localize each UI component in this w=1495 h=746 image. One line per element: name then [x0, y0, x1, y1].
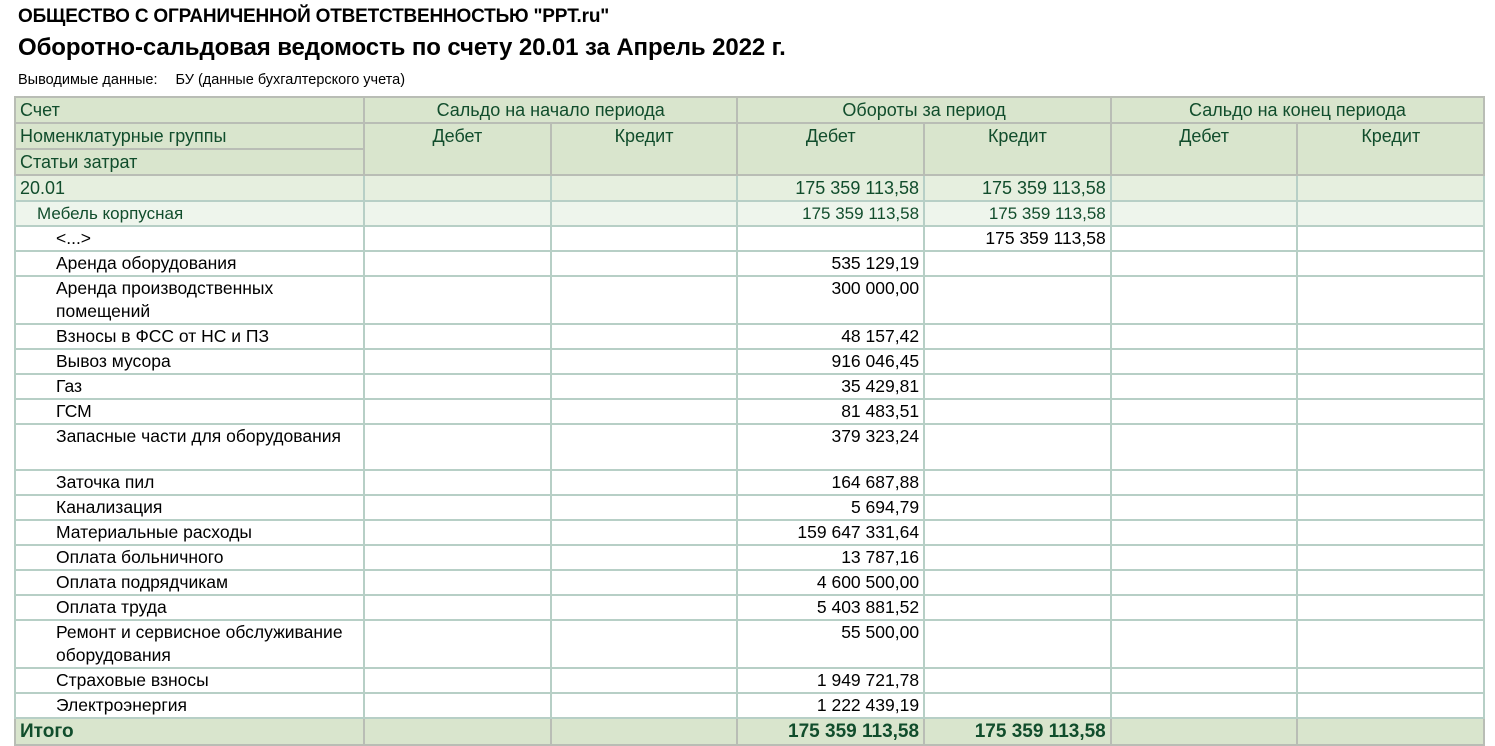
open-debit [364, 251, 551, 276]
open-debit [364, 201, 551, 226]
open-credit [551, 495, 738, 520]
open-debit [364, 349, 551, 374]
table-row[interactable] [15, 495, 1484, 520]
close-debit [1111, 424, 1298, 470]
total-open-debit [364, 718, 551, 745]
open-debit [364, 545, 551, 570]
group-row[interactable] [15, 201, 1484, 226]
cost-item-name: Ремонт и сервисное обслуживание оборудования [15, 620, 364, 668]
open-credit [551, 693, 738, 718]
close-debit [1111, 349, 1298, 374]
turn-debit [737, 226, 924, 251]
turn-debit: 35 429,81 [737, 374, 924, 399]
table-row[interactable] [15, 520, 1484, 545]
cost-item-name: Газ [15, 374, 364, 399]
turn-debit: 5 694,79 [737, 495, 924, 520]
header-row-2 [15, 123, 1484, 149]
table-row[interactable] [15, 374, 1484, 399]
account-row[interactable] [15, 175, 1484, 201]
open-credit [551, 399, 738, 424]
close-credit [1297, 399, 1484, 424]
header-turn-debit: Дебет [737, 123, 924, 175]
turn-credit [924, 424, 1111, 470]
open-debit [364, 693, 551, 718]
table-row[interactable] [15, 276, 1484, 324]
close-debit [1111, 668, 1298, 693]
open-credit [551, 470, 738, 495]
turn-debit: 300 000,00 [737, 276, 924, 324]
table-row[interactable] [15, 399, 1484, 424]
turn-credit [924, 324, 1111, 349]
open-debit [364, 324, 551, 349]
cost-item-name: Канализация [15, 495, 364, 520]
table-row[interactable] [15, 226, 1484, 251]
turn-credit [924, 570, 1111, 595]
turn-credit [924, 349, 1111, 374]
turn-debit: 175 359 113,58 [737, 201, 924, 226]
group-name: Мебель корпусная [15, 201, 364, 226]
turn-credit [924, 668, 1111, 693]
cost-item-name: Оплата подрядчикам [15, 570, 364, 595]
close-debit [1111, 175, 1298, 201]
organization-name: ОБЩЕСТВО С ОГРАНИЧЕННОЙ ОТВЕТСТВЕННОСТЬЮ "PPT.ru" [18, 6, 610, 27]
close-debit [1111, 374, 1298, 399]
header-close-credit: Кредит [1297, 123, 1484, 175]
header-closing-balance: Сальдо на конец периода [1111, 97, 1484, 123]
turn-credit [924, 251, 1111, 276]
close-debit [1111, 620, 1298, 668]
header-cost-items: Статьи затрат [15, 149, 364, 175]
close-debit [1111, 520, 1298, 545]
open-debit [364, 620, 551, 668]
header-row-1 [15, 97, 1484, 123]
close-credit [1297, 495, 1484, 520]
open-credit [551, 668, 738, 693]
turn-debit: 5 403 881,52 [737, 595, 924, 620]
params-value: БУ (данные бухгалтерского учета) [175, 72, 406, 88]
cost-item-name: Запасные части для оборудования [15, 424, 364, 470]
cost-item-name: Заточка пил [15, 470, 364, 495]
turn-debit: 379 323,24 [737, 424, 924, 470]
open-credit [551, 226, 738, 251]
close-debit [1111, 226, 1298, 251]
close-debit [1111, 545, 1298, 570]
close-credit [1297, 424, 1484, 470]
turn-credit [924, 495, 1111, 520]
close-credit [1297, 595, 1484, 620]
cost-item-name: Электроэнергия [15, 693, 364, 718]
close-credit [1297, 201, 1484, 226]
open-debit [364, 175, 551, 201]
table-row[interactable] [15, 324, 1484, 349]
total-open-credit [551, 718, 738, 745]
total-turn-credit: 175 359 113,58 [924, 718, 1111, 745]
cost-item-name: Взносы в ФСС от НС и ПЗ [15, 324, 364, 349]
cost-item-name: Аренда производственных помещений [15, 276, 364, 324]
close-debit [1111, 399, 1298, 424]
turn-debit: 81 483,51 [737, 399, 924, 424]
close-credit [1297, 349, 1484, 374]
turn-debit: 164 687,88 [737, 470, 924, 495]
header-turn-credit: Кредит [924, 123, 1111, 175]
open-credit [551, 201, 738, 226]
close-debit [1111, 495, 1298, 520]
total-close-debit [1111, 718, 1298, 745]
close-credit [1297, 374, 1484, 399]
table-row[interactable] [15, 470, 1484, 495]
open-debit [364, 276, 551, 324]
table-row[interactable] [15, 620, 1484, 668]
open-debit [364, 399, 551, 424]
turn-credit [924, 276, 1111, 324]
turn-credit [924, 520, 1111, 545]
open-credit [551, 620, 738, 668]
table-row[interactable] [15, 595, 1484, 620]
open-debit [364, 424, 551, 470]
turn-credit: 175 359 113,58 [924, 226, 1111, 251]
cost-item-name: Оплата труда [15, 595, 364, 620]
cost-item-name: Материальные расходы [15, 520, 364, 545]
open-credit [551, 324, 738, 349]
close-credit [1297, 175, 1484, 201]
cost-item-name: <...> [15, 226, 364, 251]
turn-debit: 55 500,00 [737, 620, 924, 668]
close-debit [1111, 470, 1298, 495]
cost-item-name: Оплата больничного [15, 545, 364, 570]
close-debit [1111, 595, 1298, 620]
close-debit [1111, 276, 1298, 324]
turn-credit [924, 470, 1111, 495]
table-row[interactable] [15, 668, 1484, 693]
header-close-debit: Дебет [1111, 123, 1298, 175]
header-open-credit: Кредит [551, 123, 738, 175]
total-row [15, 718, 1484, 745]
turn-credit: 175 359 113,58 [924, 175, 1111, 201]
close-credit [1297, 668, 1484, 693]
turn-debit: 1 949 721,78 [737, 668, 924, 693]
open-credit [551, 276, 738, 324]
open-credit [551, 545, 738, 570]
close-credit [1297, 520, 1484, 545]
total-close-credit [1297, 718, 1484, 745]
turn-debit: 175 359 113,58 [737, 175, 924, 201]
table-row[interactable] [15, 251, 1484, 276]
header-turnover: Обороты за период [737, 97, 1110, 123]
close-credit [1297, 226, 1484, 251]
open-credit [551, 349, 738, 374]
open-credit [551, 175, 738, 201]
close-debit [1111, 570, 1298, 595]
header-nomenclature-groups: Номенклатурные группы [15, 123, 364, 149]
balance-sheet-table [14, 96, 1485, 746]
open-credit [551, 374, 738, 399]
open-debit [364, 668, 551, 693]
close-credit [1297, 251, 1484, 276]
open-credit [551, 520, 738, 545]
open-debit [364, 226, 551, 251]
turn-debit: 13 787,16 [737, 545, 924, 570]
table-row[interactable] [15, 349, 1484, 374]
turn-credit [924, 595, 1111, 620]
table-row[interactable] [15, 570, 1484, 595]
table-row[interactable] [15, 693, 1484, 718]
close-credit [1297, 276, 1484, 324]
close-credit [1297, 470, 1484, 495]
close-credit [1297, 545, 1484, 570]
turn-credit [924, 620, 1111, 668]
open-credit [551, 251, 738, 276]
close-credit [1297, 693, 1484, 718]
turn-debit: 1 222 439,19 [737, 693, 924, 718]
turn-credit [924, 374, 1111, 399]
cost-item-name: ГСМ [15, 399, 364, 424]
table-row[interactable] [15, 424, 1484, 470]
open-debit [364, 520, 551, 545]
open-debit [364, 374, 551, 399]
open-credit [551, 595, 738, 620]
cost-item-name: Страховые взносы [15, 668, 364, 693]
header-account: Счет [15, 97, 364, 123]
turn-credit [924, 399, 1111, 424]
turn-debit: 535 129,19 [737, 251, 924, 276]
report-parameters [18, 72, 405, 88]
turn-credit [924, 693, 1111, 718]
total-turn-debit: 175 359 113,58 [737, 718, 924, 745]
turn-debit: 159 647 331,64 [737, 520, 924, 545]
turn-debit: 4 600 500,00 [737, 570, 924, 595]
close-debit [1111, 251, 1298, 276]
close-credit [1297, 324, 1484, 349]
total-label: Итого [15, 718, 364, 745]
table-row[interactable] [15, 545, 1484, 570]
header-open-debit: Дебет [364, 123, 551, 175]
close-debit [1111, 324, 1298, 349]
turn-credit [924, 545, 1111, 570]
params-label: Выводимые данные: [18, 72, 158, 88]
close-debit [1111, 201, 1298, 226]
header-opening-balance: Сальдо на начало периода [364, 97, 737, 123]
turn-debit: 48 157,42 [737, 324, 924, 349]
open-debit [364, 595, 551, 620]
open-debit [364, 570, 551, 595]
turn-debit: 916 046,45 [737, 349, 924, 374]
open-debit [364, 470, 551, 495]
cost-item-name: Вывоз мусора [15, 349, 364, 374]
close-credit [1297, 620, 1484, 668]
turn-credit: 175 359 113,58 [924, 201, 1111, 226]
close-credit [1297, 570, 1484, 595]
report-title: Оборотно-сальдовая ведомость по счету 20.01 за Апрель 2022 г. [18, 34, 786, 61]
close-debit [1111, 693, 1298, 718]
account-name: 20.01 [15, 175, 364, 201]
open-debit [364, 495, 551, 520]
open-credit [551, 570, 738, 595]
open-credit [551, 424, 738, 470]
cost-item-name: Аренда оборудования [15, 251, 364, 276]
